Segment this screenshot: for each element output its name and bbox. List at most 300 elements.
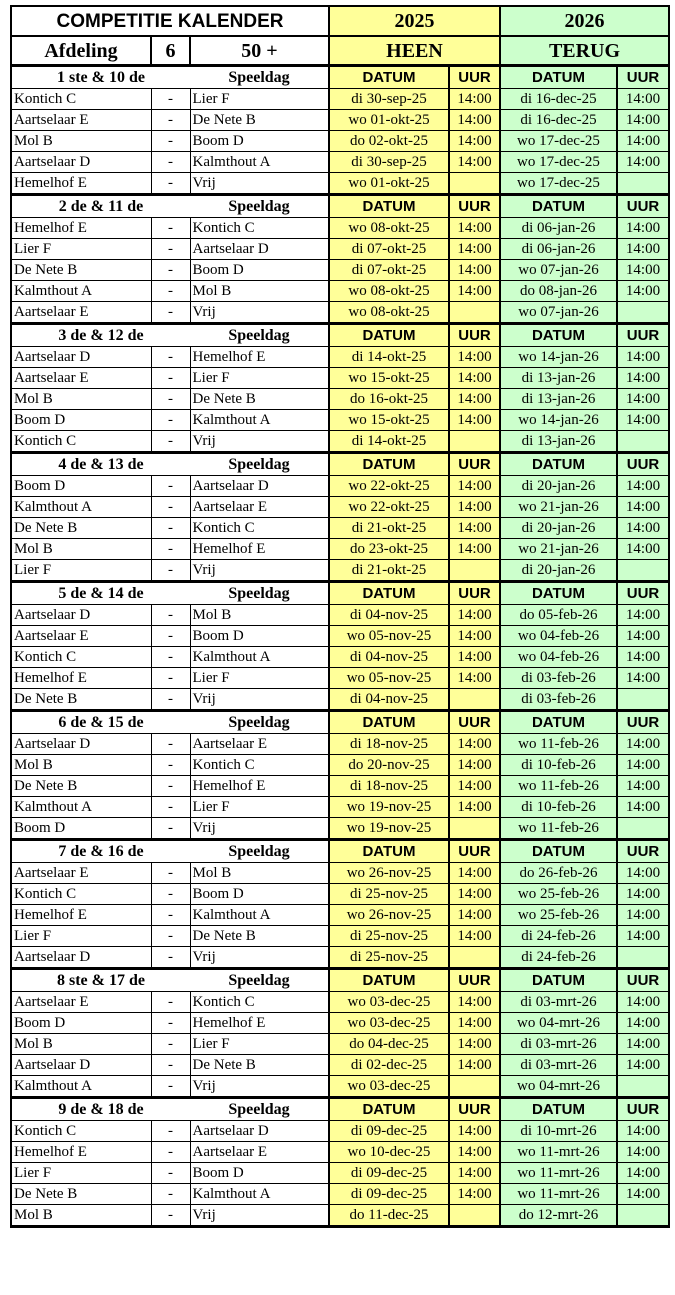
away-team: Lier F [190,89,329,110]
home-team: Boom D [11,410,151,431]
away-team: Hemelhof E [190,1013,329,1034]
time-terug [617,1205,669,1227]
vs-separator: - [151,476,190,497]
away-team: Vrij [190,560,329,582]
round-label: 7 de & 16 de [11,840,190,863]
afdeling-value: 6 [151,36,190,66]
home-team: Kontich C [11,884,151,905]
round-label: 8 ste & 17 de [11,969,190,992]
time-heen: 14:00 [449,1013,500,1034]
home-team: De Nete B [11,776,151,797]
time-terug: 14:00 [617,863,669,884]
date-heen: wo 05-nov-25 [329,668,449,689]
time-terug: 14:00 [617,152,669,173]
time-terug: 14:00 [617,410,669,431]
date-heen: wo 26-nov-25 [329,863,449,884]
vs-separator: - [151,884,190,905]
vs-separator: - [151,89,190,110]
date-terug: do 26-feb-26 [500,863,617,884]
vs-separator: - [151,689,190,711]
home-team: De Nete B [11,260,151,281]
away-team: Lier F [190,797,329,818]
match-row [11,131,669,152]
uur-header-terug: UUR [617,66,669,89]
match-row [11,260,669,281]
time-terug: 14:00 [617,992,669,1013]
date-terug: wo 04-mrt-26 [500,1013,617,1034]
match-row [11,734,669,755]
time-heen: 14:00 [449,131,500,152]
vs-separator: - [151,1205,190,1227]
away-team: Vrij [190,431,329,453]
vs-separator: - [151,260,190,281]
time-terug: 14:00 [617,605,669,626]
date-terug: wo 07-jan-26 [500,302,617,324]
away-team: Vrij [190,173,329,195]
time-heen: 14:00 [449,797,500,818]
date-heen: di 09-dec-25 [329,1163,449,1184]
year-heen: 2025 [329,6,500,36]
time-heen: 14:00 [449,347,500,368]
home-team: Mol B [11,539,151,560]
home-team: Aartselaar D [11,605,151,626]
time-heen: 14:00 [449,905,500,926]
vs-separator: - [151,863,190,884]
away-team: Aartselaar D [190,476,329,497]
match-row [11,1142,669,1163]
time-heen: 14:00 [449,884,500,905]
time-terug: 14:00 [617,539,669,560]
round-header [11,582,669,605]
datum-header-heen: DATUM [329,453,449,476]
datum-header-terug: DATUM [500,324,617,347]
speeldag-label: Speeldag [190,453,329,476]
uur-header-heen: UUR [449,840,500,863]
vs-separator: - [151,734,190,755]
time-heen: 14:00 [449,1142,500,1163]
date-heen: di 18-nov-25 [329,734,449,755]
match-row [11,560,669,582]
time-heen: 14:00 [449,281,500,302]
round-header [11,66,669,89]
time-terug: 14:00 [617,1013,669,1034]
date-terug: di 20-jan-26 [500,518,617,539]
date-heen: wo 05-nov-25 [329,626,449,647]
time-heen: 14:00 [449,476,500,497]
date-terug: do 05-feb-26 [500,605,617,626]
away-team: Hemelhof E [190,347,329,368]
date-terug: di 06-jan-26 [500,218,617,239]
vs-separator: - [151,539,190,560]
calendar-table [10,5,670,1228]
time-heen: 14:00 [449,152,500,173]
date-heen: di 18-nov-25 [329,776,449,797]
date-terug: di 03-mrt-26 [500,992,617,1013]
uur-header-terug: UUR [617,711,669,734]
match-row [11,647,669,668]
datum-header-terug: DATUM [500,1098,617,1121]
vs-separator: - [151,905,190,926]
date-heen: di 14-okt-25 [329,431,449,453]
vs-separator: - [151,152,190,173]
away-team: Aartselaar D [190,239,329,260]
time-terug [617,173,669,195]
vs-separator: - [151,560,190,582]
home-team: Lier F [11,239,151,260]
home-team: Mol B [11,1205,151,1227]
home-team: De Nete B [11,518,151,539]
date-terug: di 03-feb-26 [500,689,617,711]
time-heen: 14:00 [449,863,500,884]
speeldag-label: Speeldag [190,840,329,863]
vs-separator: - [151,431,190,453]
date-terug: di 06-jan-26 [500,239,617,260]
match-row [11,1055,669,1076]
vs-separator: - [151,173,190,195]
vs-separator: - [151,1076,190,1098]
vs-separator: - [151,626,190,647]
datum-header-heen: DATUM [329,324,449,347]
away-team: Kalmthout A [190,905,329,926]
round-label: 6 de & 15 de [11,711,190,734]
date-terug: di 10-feb-26 [500,755,617,776]
round-label: 3 de & 12 de [11,324,190,347]
date-terug: di 16-dec-25 [500,110,617,131]
uur-header-terug: UUR [617,324,669,347]
date-terug: di 03-mrt-26 [500,1034,617,1055]
date-terug: wo 07-jan-26 [500,260,617,281]
date-heen: di 07-okt-25 [329,239,449,260]
match-row [11,863,669,884]
date-heen: di 21-okt-25 [329,560,449,582]
time-terug: 14:00 [617,347,669,368]
date-heen: do 23-okt-25 [329,539,449,560]
date-terug: di 10-mrt-26 [500,1121,617,1142]
time-terug [617,560,669,582]
date-heen: di 09-dec-25 [329,1184,449,1205]
datum-header-heen: DATUM [329,840,449,863]
match-row [11,431,669,453]
away-team: Kontich C [190,518,329,539]
vs-separator: - [151,1163,190,1184]
home-team: Hemelhof E [11,1142,151,1163]
away-team: Kontich C [190,755,329,776]
away-team: Boom D [190,260,329,281]
date-heen: wo 08-okt-25 [329,218,449,239]
vs-separator: - [151,110,190,131]
date-terug: wo 25-feb-26 [500,884,617,905]
uur-header-heen: UUR [449,969,500,992]
time-heen: 14:00 [449,110,500,131]
away-team: Aartselaar E [190,1142,329,1163]
match-row [11,905,669,926]
match-row [11,476,669,497]
match-row [11,1076,669,1098]
round-header [11,711,669,734]
home-team: Kontich C [11,647,151,668]
datum-header-heen: DATUM [329,711,449,734]
date-terug: di 13-jan-26 [500,389,617,410]
match-row [11,218,669,239]
vs-separator: - [151,302,190,324]
away-team: Kalmthout A [190,410,329,431]
speeldag-label: Speeldag [190,324,329,347]
date-terug: wo 17-dec-25 [500,152,617,173]
datum-header-terug: DATUM [500,195,617,218]
vs-separator: - [151,605,190,626]
page-title: COMPETITIE KALENDER [11,6,329,36]
afdeling-label: Afdeling [11,36,151,66]
home-team: Aartselaar E [11,302,151,324]
match-row [11,89,669,110]
time-heen [449,1076,500,1098]
date-terug: di 03-feb-26 [500,668,617,689]
time-terug: 14:00 [617,797,669,818]
time-terug [617,689,669,711]
date-terug: do 12-mrt-26 [500,1205,617,1227]
vs-separator: - [151,410,190,431]
time-heen: 14:00 [449,776,500,797]
time-terug: 14:00 [617,647,669,668]
round-header [11,969,669,992]
away-team: Aartselaar D [190,1121,329,1142]
time-terug: 14:00 [617,1055,669,1076]
date-heen: wo 15-okt-25 [329,410,449,431]
round-label: 9 de & 18 de [11,1098,190,1121]
match-row [11,173,669,195]
time-heen: 14:00 [449,89,500,110]
year-terug: 2026 [500,6,669,36]
time-heen: 14:00 [449,926,500,947]
home-team: Kontich C [11,431,151,453]
category-label: 50 + [190,36,329,66]
time-heen: 14:00 [449,1163,500,1184]
time-terug: 14:00 [617,884,669,905]
away-team: Boom D [190,626,329,647]
vs-separator: - [151,797,190,818]
round-label: 2 de & 11 de [11,195,190,218]
match-row [11,1013,669,1034]
vs-separator: - [151,347,190,368]
uur-header-heen: UUR [449,66,500,89]
terug-label: TERUG [500,36,669,66]
home-team: Aartselaar D [11,947,151,969]
match-row [11,302,669,324]
uur-header-terug: UUR [617,969,669,992]
match-row [11,689,669,711]
match-row [11,884,669,905]
home-team: Mol B [11,1034,151,1055]
match-row [11,281,669,302]
date-terug: di 20-jan-26 [500,476,617,497]
away-team: Hemelhof E [190,776,329,797]
round-label: 5 de & 14 de [11,582,190,605]
vs-separator: - [151,992,190,1013]
match-row [11,1121,669,1142]
date-terug: wo 04-feb-26 [500,626,617,647]
datum-header-terug: DATUM [500,711,617,734]
home-team: Hemelhof E [11,905,151,926]
vs-separator: - [151,1013,190,1034]
date-heen: wo 03-dec-25 [329,1013,449,1034]
vs-separator: - [151,497,190,518]
date-terug: di 20-jan-26 [500,560,617,582]
time-terug [617,302,669,324]
date-heen: wo 19-nov-25 [329,797,449,818]
match-row [11,1205,669,1227]
date-terug: do 08-jan-26 [500,281,617,302]
vs-separator: - [151,218,190,239]
date-heen: di 14-okt-25 [329,347,449,368]
vs-separator: - [151,281,190,302]
time-terug: 14:00 [617,905,669,926]
time-heen [449,173,500,195]
uur-header-terug: UUR [617,840,669,863]
match-row [11,797,669,818]
date-heen: di 25-nov-25 [329,926,449,947]
time-terug: 14:00 [617,476,669,497]
date-heen: wo 22-okt-25 [329,476,449,497]
away-team: Lier F [190,368,329,389]
match-row [11,152,669,173]
date-heen: do 04-dec-25 [329,1034,449,1055]
round-label: 1 ste & 10 de [11,66,190,89]
date-heen: wo 19-nov-25 [329,818,449,840]
away-team: Aartselaar E [190,497,329,518]
round-header [11,1098,669,1121]
time-heen: 14:00 [449,260,500,281]
home-team: Kontich C [11,89,151,110]
date-heen: wo 01-okt-25 [329,110,449,131]
match-row [11,539,669,560]
uur-header-heen: UUR [449,324,500,347]
away-team: Mol B [190,863,329,884]
home-team: Aartselaar E [11,368,151,389]
time-heen [449,560,500,582]
time-terug: 14:00 [617,518,669,539]
date-heen: wo 10-dec-25 [329,1142,449,1163]
vs-separator: - [151,926,190,947]
date-heen: di 02-dec-25 [329,1055,449,1076]
time-heen [449,818,500,840]
home-team: Lier F [11,560,151,582]
away-team: Kalmthout A [190,1184,329,1205]
home-team: Kalmthout A [11,281,151,302]
date-terug: di 13-jan-26 [500,431,617,453]
time-terug: 14:00 [617,755,669,776]
home-team: Mol B [11,755,151,776]
home-team: Lier F [11,1163,151,1184]
uur-header-heen: UUR [449,453,500,476]
away-team: Boom D [190,1163,329,1184]
away-team: Hemelhof E [190,539,329,560]
datum-header-heen: DATUM [329,1098,449,1121]
datum-header-terug: DATUM [500,66,617,89]
date-heen: wo 03-dec-25 [329,992,449,1013]
away-team: Boom D [190,131,329,152]
date-heen: wo 08-okt-25 [329,281,449,302]
time-terug: 14:00 [617,1034,669,1055]
vs-separator: - [151,947,190,969]
match-row [11,347,669,368]
date-terug: wo 04-feb-26 [500,647,617,668]
time-heen: 14:00 [449,1184,500,1205]
date-heen: wo 03-dec-25 [329,1076,449,1098]
date-heen: di 07-okt-25 [329,260,449,281]
time-terug: 14:00 [617,1184,669,1205]
date-terug: wo 25-feb-26 [500,905,617,926]
title-row [11,6,669,36]
time-heen: 14:00 [449,1121,500,1142]
round-header [11,453,669,476]
speeldag-label: Speeldag [190,66,329,89]
date-heen: di 04-nov-25 [329,689,449,711]
time-heen: 14:00 [449,518,500,539]
away-team: De Nete B [190,110,329,131]
away-team: Lier F [190,1034,329,1055]
match-row [11,239,669,260]
date-heen: di 09-dec-25 [329,1121,449,1142]
date-terug: di 24-feb-26 [500,947,617,969]
vs-separator: - [151,518,190,539]
date-heen: di 25-nov-25 [329,884,449,905]
home-team: Hemelhof E [11,668,151,689]
date-terug: di 03-mrt-26 [500,1055,617,1076]
time-terug [617,1076,669,1098]
time-heen: 14:00 [449,1034,500,1055]
match-row [11,605,669,626]
vs-separator: - [151,131,190,152]
time-terug: 14:00 [617,1121,669,1142]
vs-separator: - [151,668,190,689]
away-team: De Nete B [190,389,329,410]
time-terug: 14:00 [617,281,669,302]
vs-separator: - [151,1034,190,1055]
away-team: Kontich C [190,218,329,239]
time-heen [449,431,500,453]
datum-header-heen: DATUM [329,66,449,89]
date-terug: wo 21-jan-26 [500,539,617,560]
time-heen: 14:00 [449,239,500,260]
time-terug: 14:00 [617,239,669,260]
date-heen: do 11-dec-25 [329,1205,449,1227]
time-heen: 14:00 [449,605,500,626]
date-heen: wo 01-okt-25 [329,173,449,195]
home-team: Aartselaar D [11,152,151,173]
time-heen: 14:00 [449,668,500,689]
time-terug: 14:00 [617,389,669,410]
time-terug: 14:00 [617,218,669,239]
round-header [11,324,669,347]
date-heen: do 16-okt-25 [329,389,449,410]
match-row [11,776,669,797]
away-team: Kalmthout A [190,152,329,173]
time-heen [449,947,500,969]
away-team: Vrij [190,689,329,711]
speeldag-label: Speeldag [190,195,329,218]
time-terug: 14:00 [617,626,669,647]
date-terug: wo 11-feb-26 [500,818,617,840]
date-terug: wo 04-mrt-26 [500,1076,617,1098]
home-team: Hemelhof E [11,173,151,195]
datum-header-terug: DATUM [500,840,617,863]
home-team: Boom D [11,818,151,840]
home-team: Kalmthout A [11,497,151,518]
time-heen: 14:00 [449,992,500,1013]
home-team: Boom D [11,476,151,497]
match-row [11,755,669,776]
away-team: De Nete B [190,1055,329,1076]
